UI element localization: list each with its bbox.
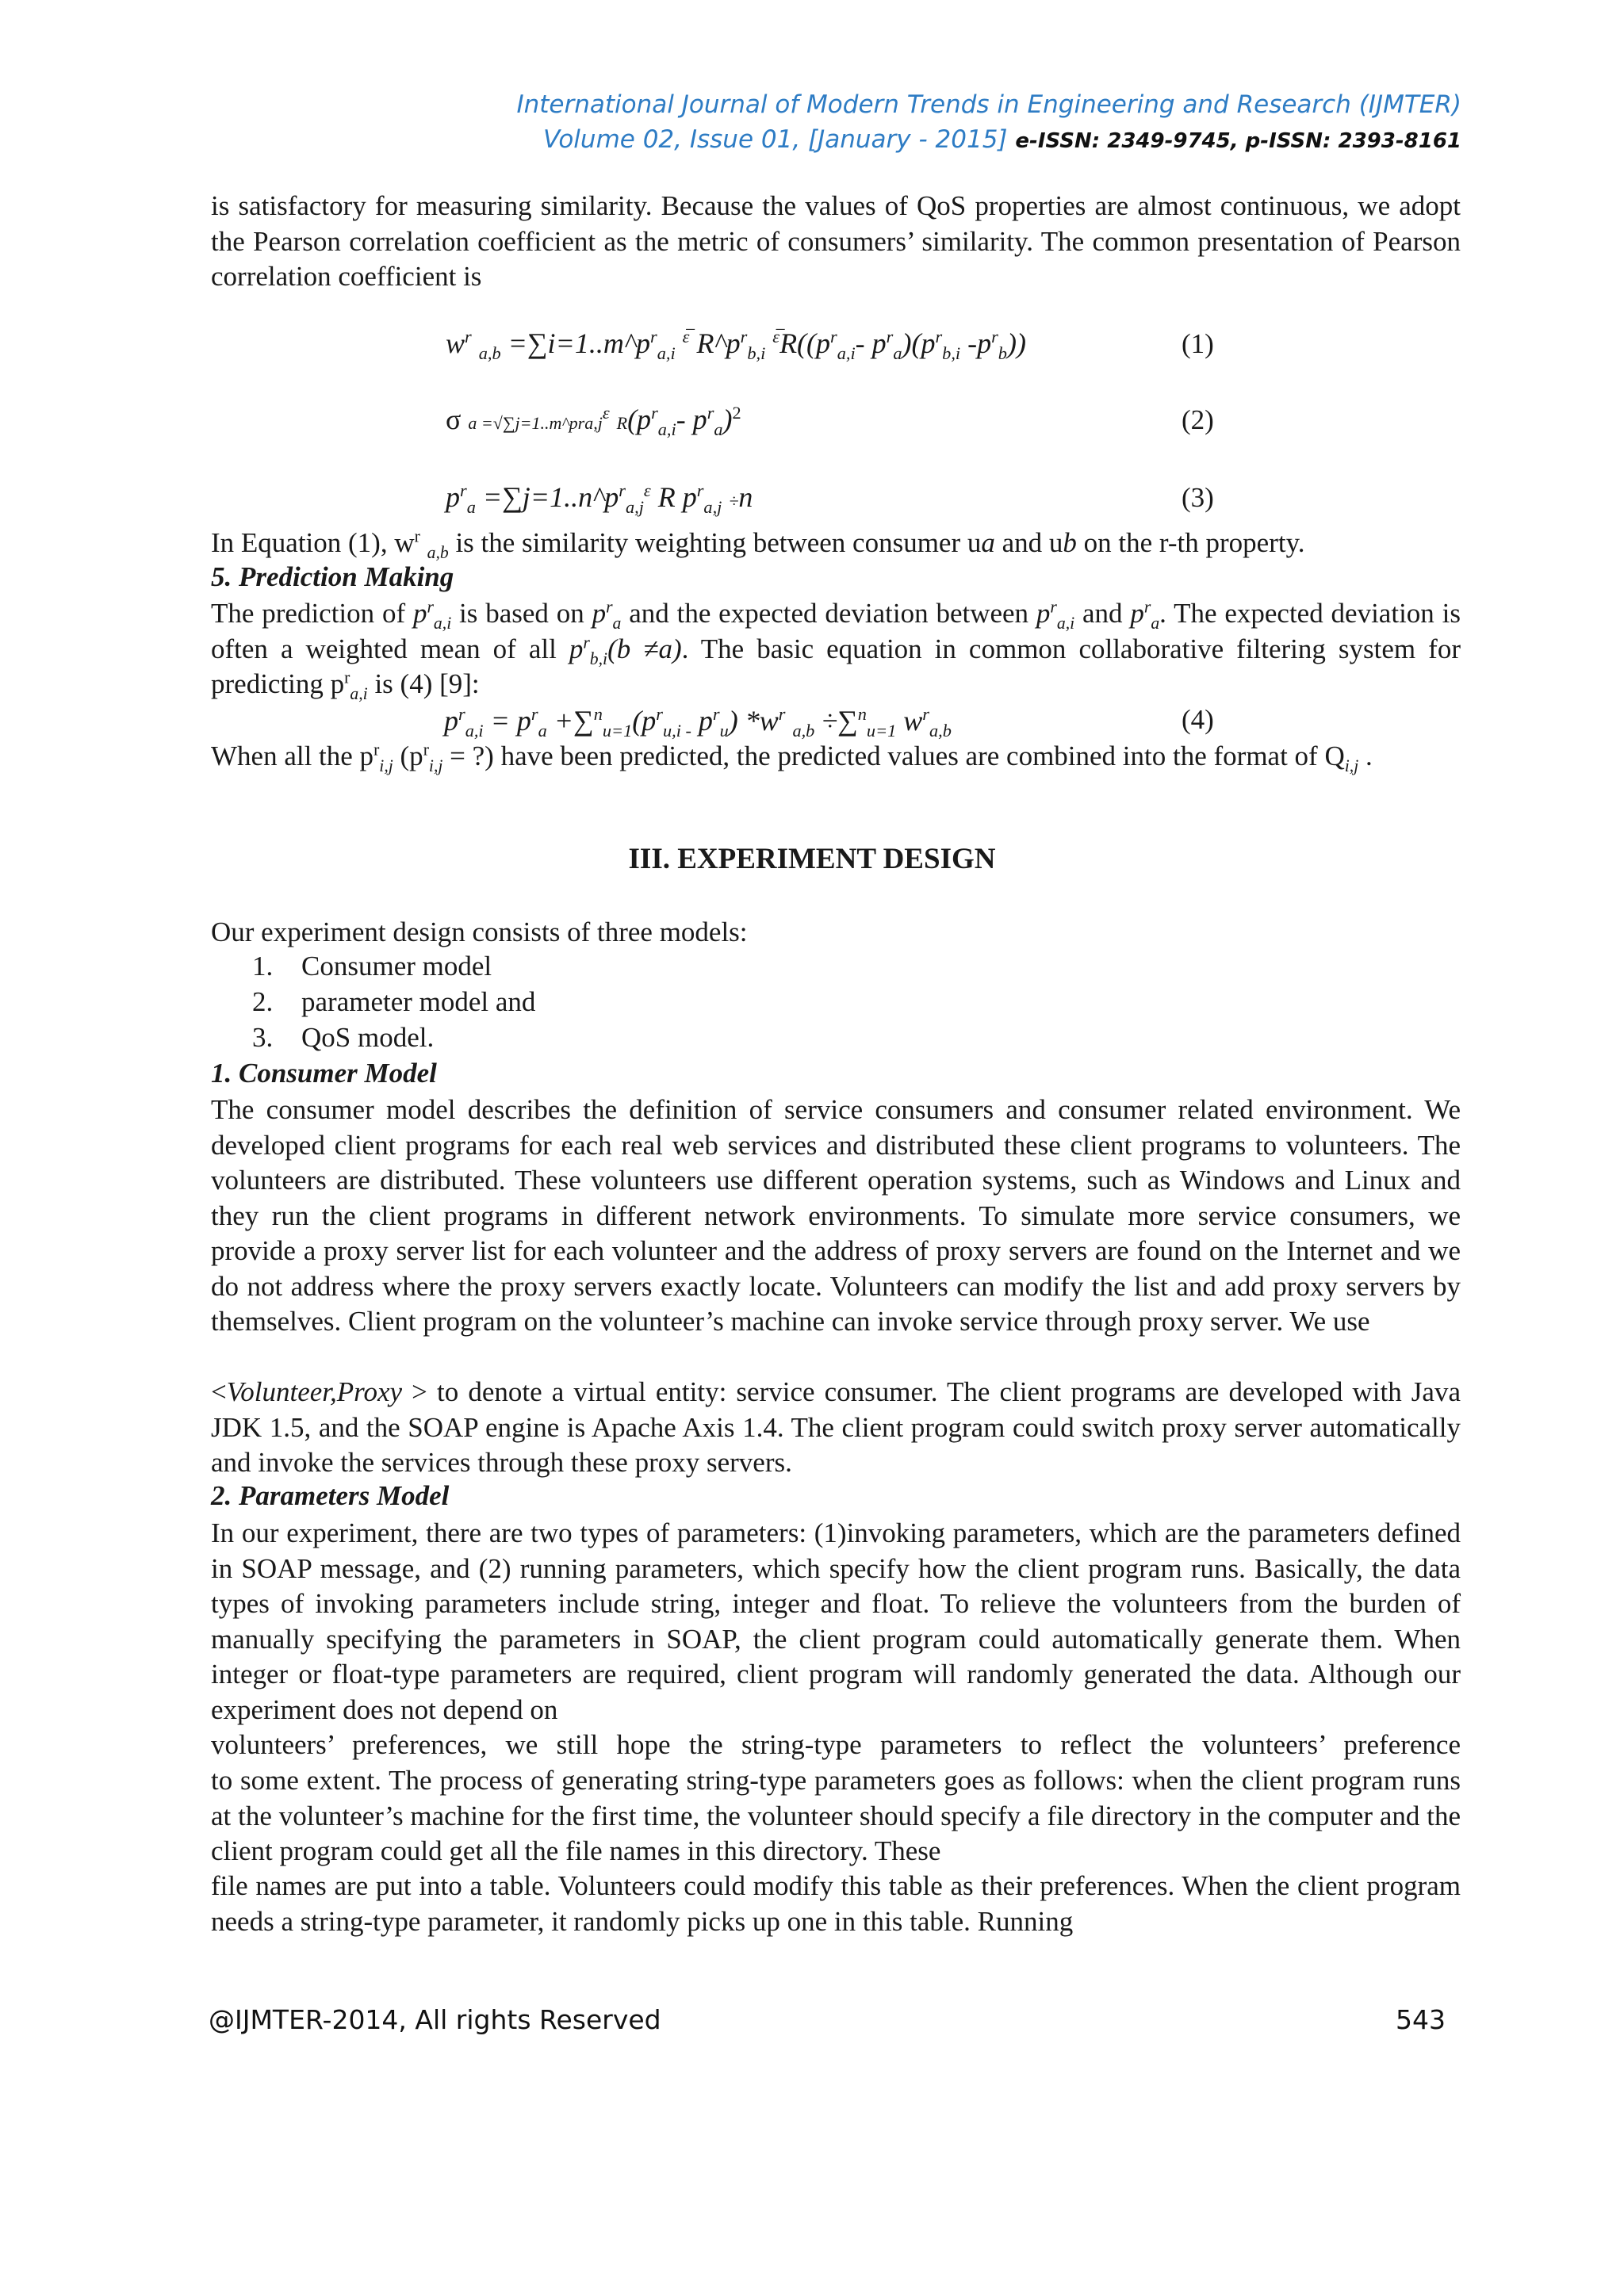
prediction-paragraph: The prediction of $p^r_{a,i}$ is based on $p^r_a$ and the expected deviation between $p^r_{a,i}$ and $p^r_a$. The expected deviation is often a weighted mean of all $p^r_{b,i}(b \ne a)$. The basic equation in common collaborative filtering system for predicting $p^r_{a,i}$ is (4) [9]: (211, 597, 1461, 703)
parameters-model-paragraph-2: to some extent. The process of generating string-type parameters goes as follows: when the client program runs at the volunteer’s machine for the first time, the volunteer should specify a file directory in the computer and the client program could get all the file names in this directory. These (211, 1765, 1461, 1866)
parameters-model-heading: 2. Parameters Model (211, 1480, 450, 1511)
equation-3-number: (3) (1182, 482, 1214, 513)
equation-2: σ $a =√\sum j=1..m\^{}pra,j^\varepsilon$ $R(p^r_{a,i}-$ $p^r_a)^2$ (446, 403, 741, 440)
page-number: 543 (1396, 2004, 1446, 2035)
list-item: 2. parameter model and (252, 986, 536, 1017)
equation-2-number: (2) (1182, 404, 1214, 435)
footer-copyright: @IJMTER-2014, All rights Reserved (209, 2004, 661, 2035)
section-heading: III. EXPERIMENT DESIGN (628, 843, 996, 875)
consumer-model-heading: 1. Consumer Model (211, 1058, 437, 1089)
consumer-model-paragraph: The consumer model describes the definition of service consumers and consumer related environment. We developed client programs for each real web services and distributed these client programs to volunteers. The volunteers are distributed. These volunteers use different operation systems, such as Windows and Linux and they run the client programs in different network environments. To simulate more service consumers, we provide a proxy server list for each volunteer and the address of proxy servers are found on the Internet and we do not address where the proxy servers exactly locate. Volunteers can modify the list and add proxy servers by themselves. Client program on the volunteer’s machine can invoke service through proxy server. We use (211, 1094, 1461, 1337)
equation-1-number: (1) (1182, 328, 1214, 359)
volume-text: Volume 02, Issue 01, [January - 2015] (542, 125, 1008, 154)
equation-1: $w^r$ $_{a,b} =\sum i=1..m\^{}p^r_{a,i}$ $^{\varepsilon̅}$ $R\^{}p^r_{b,i}$ $^{\varepsilon̅}R((p^r_{a,i}-$ $p^r_a)(p^r_{b,i}$ $-p^r_b$)) (446, 327, 1026, 364)
parameters-model-line: volunteers’ preferences, we still hope the string-type parameters to reflect the volunteers’ preference (211, 1729, 1461, 1760)
prediction-after-paragraph: When all the $p^r_{i,j}$ ($p^r_{i,j}$ = ?) have been predicted, the predicted values are combined into the format of $Q_{i,j}$ . (211, 740, 1373, 775)
journal-volume (543, 125, 1461, 154)
equation-explanation: In Equation (1), $w^r$ $_{a,b}$ is the similarity weighting between consumer ua and ub on the r-th property. (211, 526, 1305, 562)
intro-paragraph: is satisfactory for measuring similarity. Because the values of QoS properties are almost continuous, we adopt the Pearson correlation coefficient as the metric of consumers’ similarity. The common presentation of Pearson correlation coefficient is (211, 190, 1461, 292)
journal-title: International Journal of Modern Trends in Engineering and Research (IJMTER) (516, 90, 1461, 119)
parameters-model-paragraph-3: file names are put into a table. Volunteers could modify this table as their preferences. When the client program needs a string-type parameter, it randomly picks up one in this table. Running (211, 1870, 1461, 1937)
equation-3: $p^r_a$ $=\sum j=1..n\^{}p^r_{a,j}^\varepsilon$ R $p^r_{a,j} \div n$ (446, 480, 753, 518)
section-intro: Our experiment design consists of three models: (211, 916, 748, 947)
issn-text: e-ISSN: 2349-9745, p-ISSN: 2393-8161 (1015, 129, 1461, 153)
list-item: 3. QoS model. (252, 1022, 435, 1053)
consumer-model-paragraph-cont: <Volunteer,Proxy > to denote a virtual entity: service consumer. The client programs are developed with Java JDK 1.5, and the SOAP engine is Apache Axis 1.4. The client program could switch proxy server automatically and invoke the services through these proxy servers. (211, 1376, 1461, 1478)
equation-4: $p^r_{a,i} = p^r_a +\sum^n_{u=1}(p^r_{u,i -}$ $p^r_u$) $*w^r$ $_{a,b}$ ÷∑$^n_{u=1}$ $w^r_{a,b}$ (444, 704, 952, 741)
parameters-model-paragraph: In our experiment, there are two types of parameters: (1)invoking parameters, which are the parameters defined in SOAP message, and (2) running parameters, which specify how the client program runs. Basically, the data types of invoking parameters include string, integer and float. To relieve the volunteers from the burden of manually specifying the parameters in SOAP, the client program could automatically generate them. When integer or float-type parameters are required, client program will randomly generated the data. Although our experiment does not depend on (211, 1517, 1461, 1725)
list-item: 1. Consumer model (252, 951, 492, 982)
prediction-heading: 5. Prediction Making (211, 561, 454, 592)
equation-4-number: (4) (1182, 704, 1214, 735)
